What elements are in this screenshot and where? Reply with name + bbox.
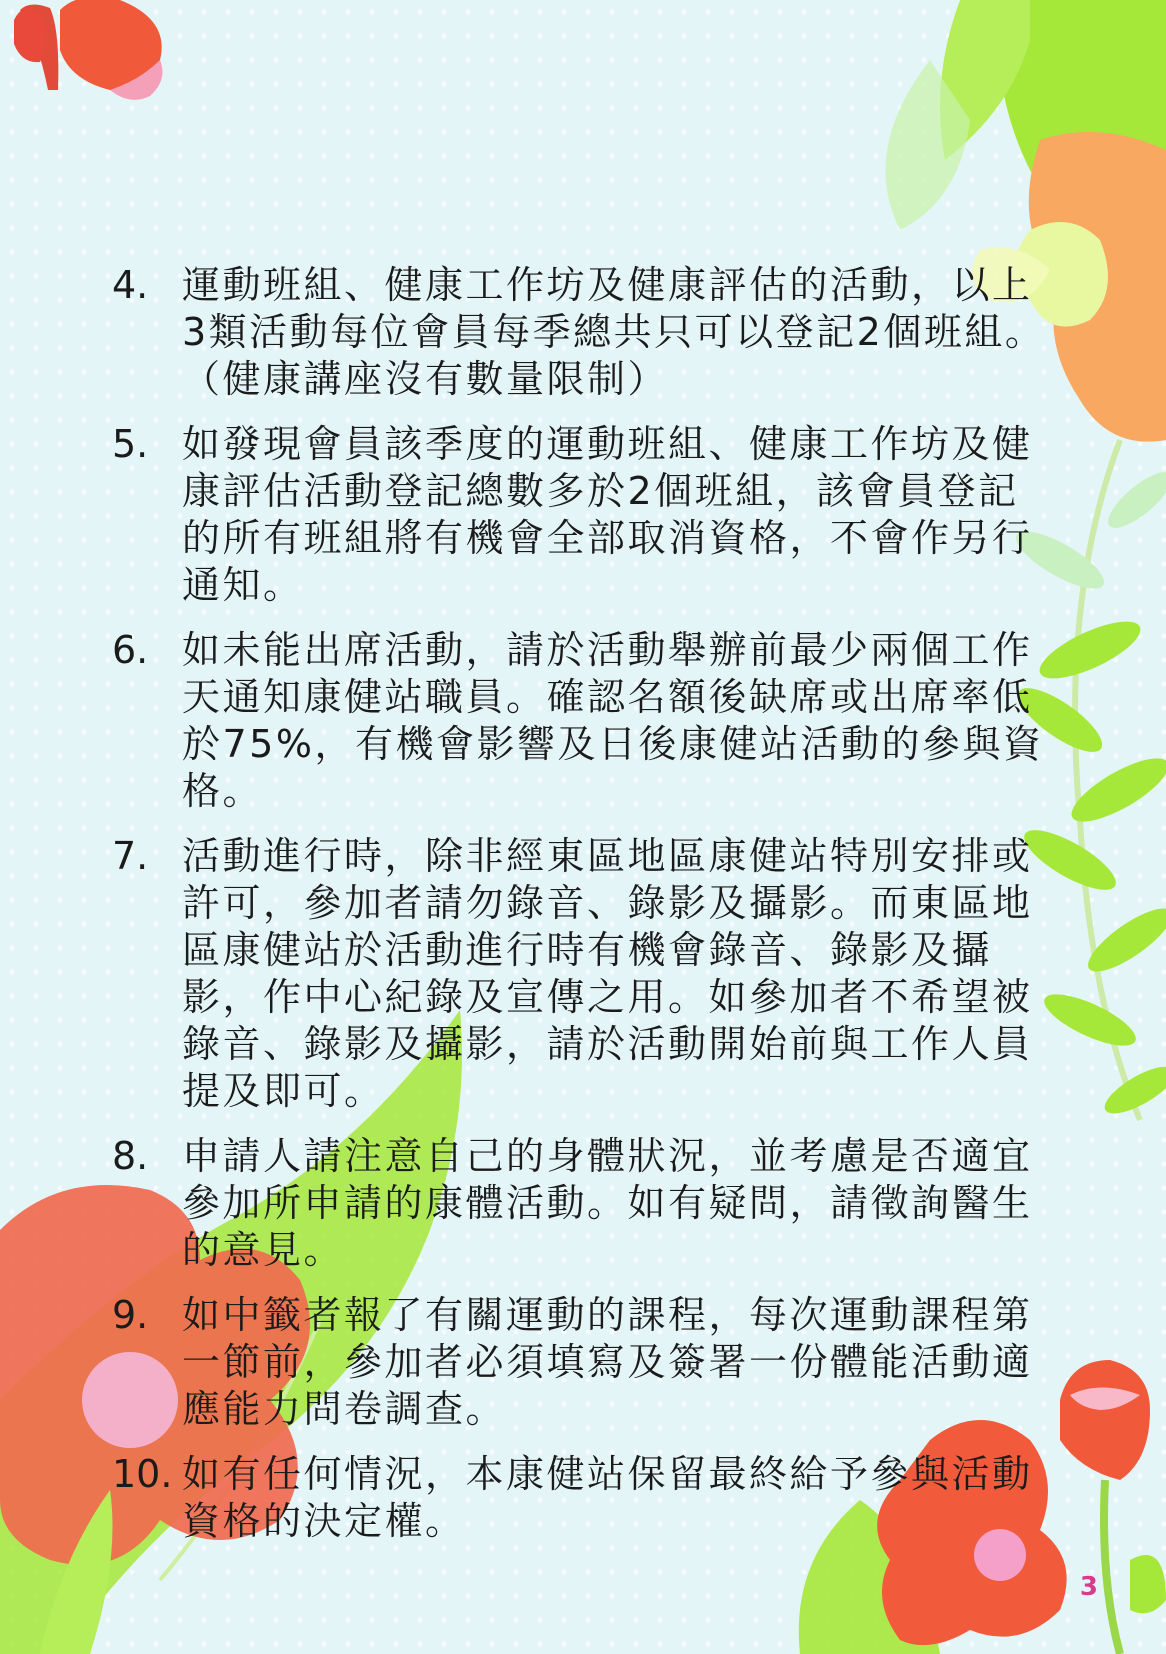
rule-number: 8. bbox=[112, 1134, 149, 1178]
page-number: 3 bbox=[1079, 1572, 1098, 1602]
rule-text: 如未能出席活動，請於活動舉辦前最少兩個工作天通知康健站職員。確認名額後缺席或出席率低於75%，有機會影響及日後康健站活動的參與資格。 bbox=[182, 628, 1044, 813]
rule-text: 如中籤者報了有關運動的課程，每次運動課程第一節前，參加者必須填寫及簽署一份體能活動適應能力問卷調查。 bbox=[182, 1293, 1033, 1431]
rule-item bbox=[112, 627, 1052, 815]
rule-item bbox=[112, 1451, 1052, 1545]
rule-item bbox=[112, 421, 1052, 609]
rule-number: 4. bbox=[112, 263, 149, 307]
rule-number: 9. bbox=[112, 1293, 149, 1337]
rule-text: 申請人請注意自己的身體狀況，並考慮是否適宜參加所申請的康體活動。如有疑問，請徵詢醫生的意見。 bbox=[182, 1134, 1033, 1272]
rule-number: 7. bbox=[112, 834, 149, 878]
rule-text: 如有任何情況，本康健站保留最終給予參與活動資格的決定權。 bbox=[182, 1452, 1033, 1543]
rule-text: 活動進行時，除非經東區地區康健站特別安排或許可，參加者請勿錄音、錄影及攝影。而東區地區康健站於活動進行時有機會錄音、錄影及攝影，作中心紀錄及宣傳之用。如參加者不希望被錄音、錄影及攝影，請於活動開始前與工作人員提及即可。 bbox=[182, 834, 1033, 1113]
rule-item bbox=[112, 833, 1052, 1115]
rule-number: 6. bbox=[112, 628, 149, 672]
rule-number: 10. bbox=[112, 1452, 173, 1496]
rule-text: 如發現會員該季度的運動班組、健康工作坊及健康評估活動登記總數多於2個班組，該會員登記的所有班組將有機會全部取消資格，不會作另行通知。 bbox=[182, 422, 1033, 607]
tulip-top-left-icon bbox=[14, 0, 162, 100]
rules-list bbox=[112, 262, 1052, 1563]
rule-item bbox=[112, 262, 1052, 403]
rule-text: 運動班組、健康工作坊及健康評估的活動，以上3類活動每位會員每季總共只可以登記2個班組。（健康講座沒有數量限制） bbox=[182, 263, 1046, 401]
rule-number: 5. bbox=[112, 422, 149, 466]
rule-item bbox=[112, 1292, 1052, 1433]
rule-item bbox=[112, 1133, 1052, 1274]
